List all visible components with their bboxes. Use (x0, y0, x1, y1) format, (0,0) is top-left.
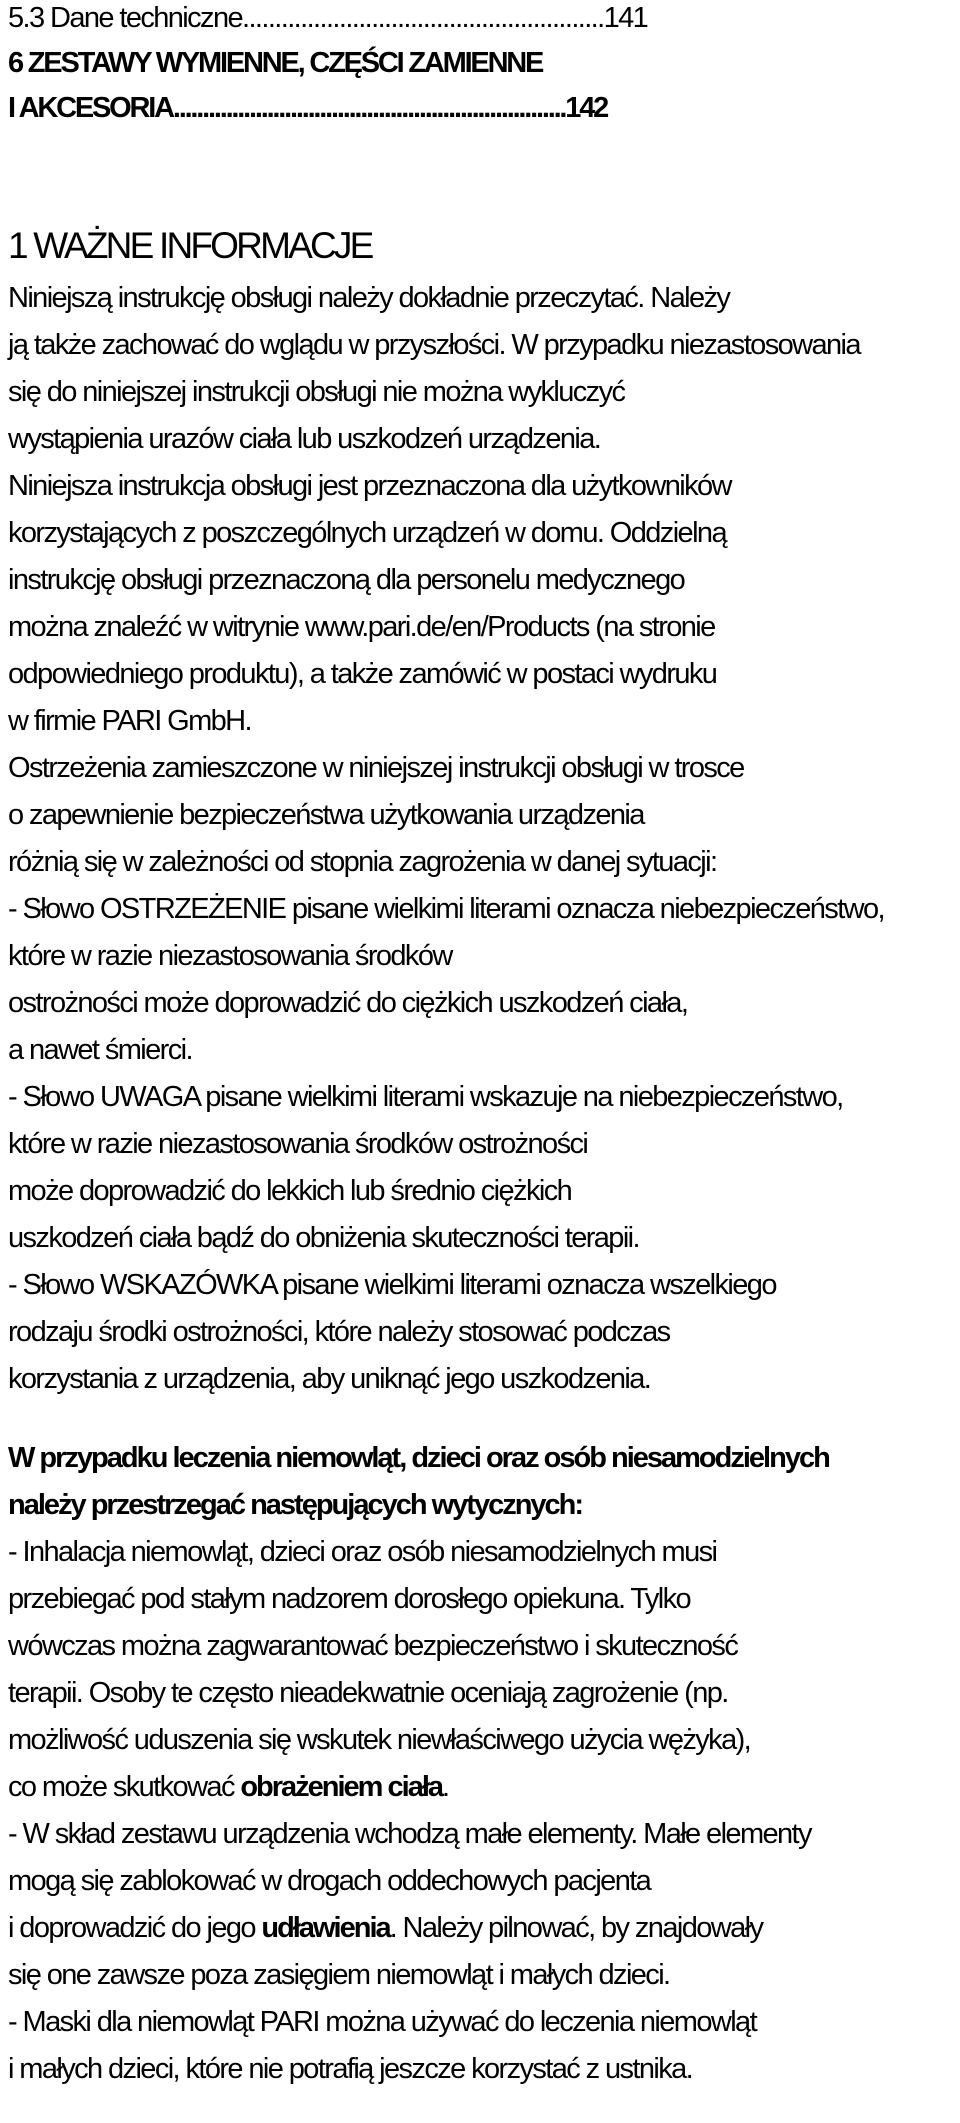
paragraph2-line: Ostrzeżenia zamieszczone w niniejszej instrukcji obsługi w trosce (8, 752, 744, 784)
toc-entry-6-line1: 6 ZESTAWY WYMIENNE, CZĘŚCI ZAMIENNE (8, 47, 543, 79)
paragraph2-line: o zapewnienie bezpieczeństwa użytkowania urządzenia (8, 799, 644, 831)
paragraph2-line: które w razie niezastosowania środków (8, 940, 452, 972)
list-item-3-line: i małych dzieci, które nie potrafią jeszcze korzystać z ustnika. (8, 2053, 693, 2085)
list-item-2-line: się one zawsze poza zasięgiem niemowląt i małych dzieci. (8, 1959, 670, 1991)
list-item-1-line: przebiegać pod stałym nadzorem dorosłego opiekuna. Tylko (8, 1583, 691, 1615)
warning-uwaga: - Słowo UWAGA pisane wielkimi literami wskazuje na niebezpieczeństwo, (8, 1081, 843, 1113)
list-item-1-line: możliwość uduszenia się wskutek niewłaściwego użycia wężyka), (8, 1724, 751, 1756)
paragraph1-line: wystąpienia urazów ciała lub uszkodzeń urządzenia. (8, 423, 601, 455)
paragraph2-line: a nawet śmierci. (8, 1034, 192, 1066)
paragraph1-line: można znaleźć w witrynie www.pari.de/en/Products (na stronie (8, 611, 715, 643)
list-item-2-line: - W skład zestawu urządzenia wchodzą małe elementy. Małe elementy (8, 1818, 811, 1850)
list-item-1-text: . (442, 1771, 449, 1803)
list-item-1-line: terapii. Osoby te często nieadekwatnie oceniają zagrożenie (np. (8, 1677, 728, 1709)
paragraph2-line: korzystania z urządzenia, aby uniknąć jego uszkodzenia. (8, 1363, 651, 1395)
list-item-3-line: - Maski dla niemowląt PARI można używać do leczenia niemowląt (8, 2006, 757, 2038)
paragraph2-line: ostrożności może doprowadzić do ciężkich uszkodzeń ciała, (8, 987, 688, 1019)
toc-entry-6-line2: I AKCESORIA...................................................................142 (8, 92, 608, 124)
warning-ostrzezenie: - Słowo OSTRZEŻENIE pisane wielkimi literami oznacza niebezpieczeństwo, (8, 893, 884, 925)
bold-intro-line: W przypadku leczenia niemowląt, dzieci oraz osób niesamodzielnych (8, 1442, 829, 1474)
section-title: 1 WAŻNE INFORMACJE (8, 225, 372, 266)
paragraph1-line: korzystających z poszczególnych urządzeń w domu. Oddzielną (8, 517, 726, 549)
paragraph2-line: które w razie niezastosowania środków ostrożności (8, 1128, 588, 1160)
emphasis-injury: obrażeniem ciała (240, 1771, 443, 1803)
emphasis-choking: udławienia (261, 1912, 390, 1944)
paragraph2-line: uszkodzeń ciała bądź do obniżenia skuteczności terapii. (8, 1222, 639, 1254)
paragraph2-line: może doprowadzić do lekkich lub średnio ciężkich (8, 1175, 572, 1207)
warning-wskazowka: - Słowo WSKAZÓWKA pisane wielkimi literami oznacza wszelkiego (8, 1269, 776, 1301)
paragraph2-line: różnią się w zależności od stopnia zagrożenia w danej sytuacji: (8, 846, 717, 878)
bold-intro-line: należy przestrzegać następujących wytycznych: (8, 1489, 583, 1521)
list-item-1-line: - Inhalacja niemowląt, dzieci oraz osób niesamodzielnych musi (8, 1536, 717, 1568)
paragraph1-line: się do niniejszej instrukcji obsługi nie można wykluczyć (8, 376, 625, 408)
list-item-2-text: . Należy pilnować, by znajdowały (389, 1912, 763, 1944)
list-item-2-line: mogą się zablokować w drogach oddechowych pacjenta (8, 1865, 651, 1897)
list-item-1-text: co może skutkować (8, 1771, 241, 1803)
toc-entry-5-3: 5.3 Dane techniczne........................................................141 (8, 2, 648, 34)
list-item-1-line (8, 1769, 449, 1805)
paragraph1-line: instrukcję obsługi przeznaczoną dla personelu medycznego (8, 564, 685, 596)
list-item-2-line (8, 1910, 762, 1946)
paragraph1-line: odpowiedniego produktu), a także zamówić w postaci wydruku (8, 658, 717, 690)
paragraph1-line: Niniejsza instrukcja obsługi jest przeznaczona dla użytkowników (8, 470, 731, 502)
paragraph1-line: ją także zachować do wglądu w przyszłości. W przypadku niezastosowania (8, 329, 860, 361)
list-item-2-text: i doprowadzić do jego (8, 1912, 262, 1944)
list-item-1-line: wówczas można zagwarantować bezpieczeństwo i skuteczność (8, 1630, 738, 1662)
paragraph2-line: rodzaju środki ostrożności, które należy stosować podczas (8, 1316, 670, 1348)
paragraph1-line: Niniejszą instrukcję obsługi należy dokładnie przeczytać. Należy (8, 282, 730, 314)
paragraph1-line: w firmie PARI GmbH. (8, 705, 251, 737)
